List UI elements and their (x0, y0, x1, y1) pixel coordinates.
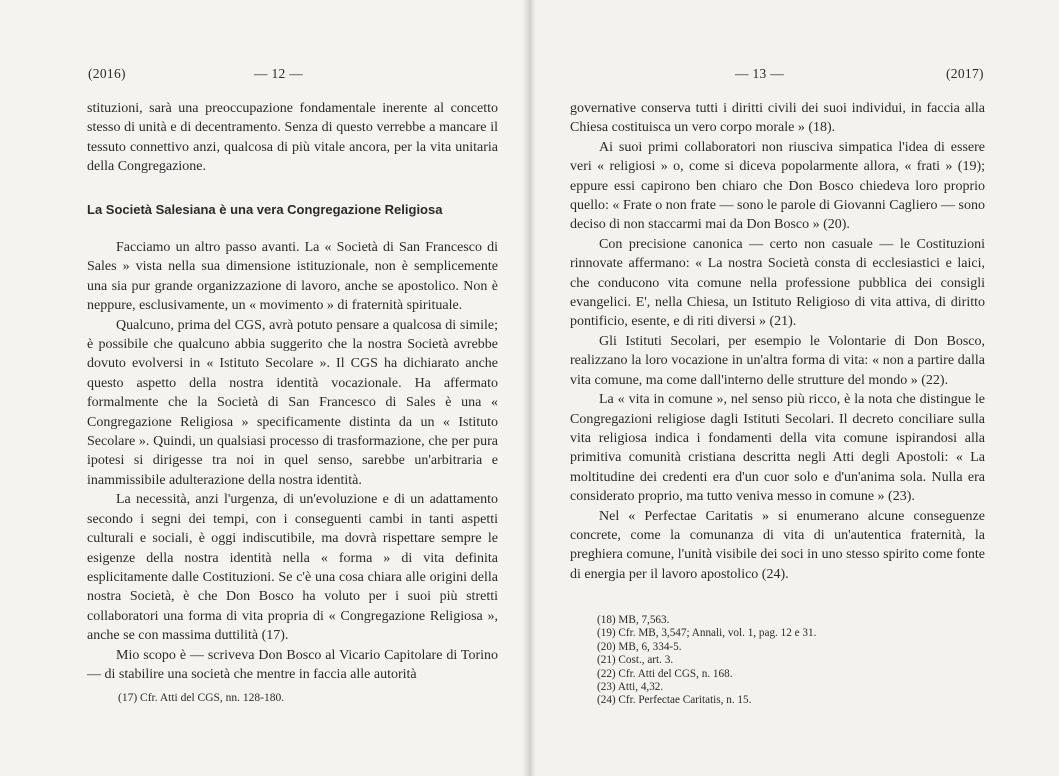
right-footnotes (597, 614, 816, 708)
left-continuation-paragraph: stituzioni, sarà una preoccupazione fondamentale inerente al concetto stesso di unità e di decentramento. Senza di questo verrebbe a mancare il tessuto connettivo anzi, qualcosa di più vitale ancora, per la vita unitaria della Congregazione. (87, 101, 498, 175)
footnote-24: (24) Cfr. Perfectae Caritatis, n. 15. (597, 694, 752, 707)
footnote-18: (18) MB, 7,563. (597, 614, 670, 626)
left-page-reference: (2016) (88, 66, 126, 81)
right-paragraph-2: Con precisione canonica — certo non casuale — le Costituzioni rinnovate affermano: « La nostra Società consta di ecclesiastici e laici, che conducono vita comune nella professione pubblica dei consigli evangelici. E', nella Chiesa, un Istituto Religioso di vita attiva, di diritto pontificio, esente, e di riti diversi » (21). (570, 236, 985, 330)
left-paragraph-1: Facciamo un altro passo avanti. La « Società di San Francesco di Sales » vista nella sua dimensione istituzionale, non è semplicemente una sia pur grande organizzazione di lavoro, anche se apostolico. Non è neppure, esclusivamente, un « movimento » di fraternità spirituale. (87, 240, 498, 314)
right-body-block (570, 99, 985, 584)
left-page-number: — 12 — (254, 66, 304, 81)
footnote-20: (20) MB, 6, 334-5. (597, 640, 682, 653)
right-paragraph-1: Ai suoi primi collaboratori non riusciva simpatica l'idea di essere veri « religiosi » o, come si diceva popolarmente allora, « frati » (19); eppure essi capirono ben chiaro che Don Bosco chiedeva loro proprio quello: « Frate o non frate — sono le parole di Giovanni Cagliero — sono deciso di non staccarmi mai da Don Bosco » (20). (570, 139, 985, 233)
left-paragraph-2: Qualcuno, prima del CGS, avrà potuto pensare a qualcosa di simile; è possibile che qualcuno abbia suggerito che la nostra Società avrebbe dovuto evolversi in « Istituto Secolare ». Il CGS ha dichiarato anche questo aspetto della nostra identità vocazionale. Ha affermato formalmente che la Società di San Francesco di Sales è una « Congregazione Religiosa » specificamente distinta da un « Istituto Secolare ». Quindi, un qualsiasi processo di trasformazione, che per pura ipotesi si dirigesse tra noi in quel senso, sarebbe un'arbitraria e inammissibile adulterazione della nostra identità. (87, 317, 498, 488)
left-paragraph-4: Mio scopo è — scriveva Don Bosco al Vicario Capitolare di Torino — di stabilire una società che mentre in faccia alle autorità (87, 647, 498, 682)
footnote-17: (17) Cfr. Atti del CGS, nn. 128-180. (118, 692, 285, 704)
footnote-23: (23) Atti, 4,32. (597, 681, 664, 694)
footnote-19: (19) Cfr. MB, 3,547; Annali, vol. 1, pag. 12 e 31. (597, 627, 817, 640)
right-paragraph-4: La « vita in comune », nel senso più ricco, è la nota che distingue le Congregazioni religiose dagli Istituti Secolari. Il decreto conciliare sulla vita religiosa indica i fondamenti della vita comune ispirandosi alla primitiva comunità cristiana descritta negli Atti degli Apostoli: « La moltitudine dei credenti era d'un cuor solo e d'un'anima sola. Nulla era considerato proprio, ma tutto veniva messo in comune » (23). (570, 392, 985, 505)
left-page (0, 0, 528, 776)
left-continuation-block (87, 99, 498, 177)
book-gutter-shadow (522, 0, 536, 776)
section-heading: La Società Salesiana è una vera Congregazione Religiosa (87, 202, 443, 217)
right-continuation-paragraph: governative conserva tutti i diritti civili dei suoi individui, in faccia alla Chiesa costituisca un vero corpo morale » (18). (570, 101, 985, 136)
right-page-reference: (2017) (946, 66, 984, 81)
left-body-block (87, 238, 498, 684)
right-paragraph-5: Nel « Perfectae Caritatis » si enumerano alcune conseguenze concrete, come la comunanza di vita di un'autentica fraternità, la preghiera comune, l'unità visibile dei soci in uno stesso spirito come fonte di energia per il lavoro apostolico (24). (570, 508, 985, 582)
right-page-number: — 13 — (735, 66, 785, 81)
left-paragraph-3: La necessità, anzi l'urgenza, di un'evoluzione e di un adattamento secondo i segni dei tempi, con i conseguenti cambi in tanti aspetti culturali e sociali, è oggi indiscutibile, ma dovrà rispettare sempre le esigenze della nostra identità nella « forma » di vita definita esplicitamente dalle Costituzioni. Se c'è una cosa chiara alle origini della nostra Società, è che Don Bosco ha voluto per i suoi più stretti collaboratori una forma di vita propria di « Congregazione Religiosa », anche se con massima duttilità (17). (87, 492, 498, 644)
footnote-21: (21) Cost., art. 3. (597, 654, 674, 667)
right-paragraph-3: Gli Istituti Secolari, per esempio le Volontarie di Don Bosco, realizzano la loro vocazione in un'altra forma di vita: « non a partire dalla vita comune, ma come dall'interno delle strutture del mondo » (22). (570, 333, 985, 388)
footnote-22: (22) Cfr. Atti del CGS, n. 168. (597, 667, 733, 680)
